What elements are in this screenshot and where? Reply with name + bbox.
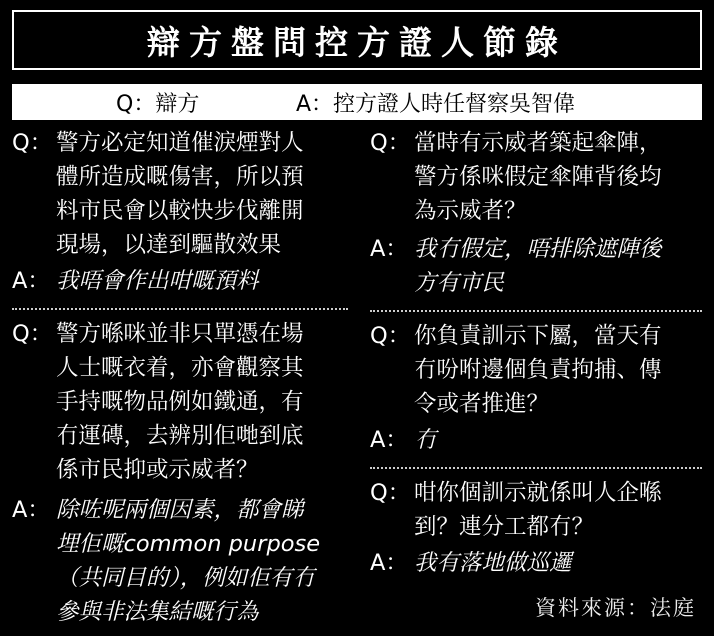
source-credit: 資料來源：法庭 (535, 596, 696, 620)
question-block (370, 476, 702, 544)
dotted-divider (370, 310, 702, 312)
answer-block (12, 493, 348, 629)
answer-text: 我有落地做巡邏 (414, 550, 572, 576)
q-label: Q： (370, 480, 411, 506)
answer-block (12, 264, 348, 298)
right-column (370, 126, 702, 580)
roles-bar (12, 84, 702, 120)
a-label: A： (12, 268, 50, 294)
question-text: 咁你個訓示就係叫人企喺 到？連分工都冇？ (414, 480, 662, 540)
left-column (12, 126, 348, 629)
question-text: 警方喺咪並非只單憑在場 人士嘅衣着，亦會觀察其 手持嘅物品例如鐵通，有 冇運磚，去辨別佢哋到底 係市民抑或示威者？ (56, 321, 304, 483)
question-text: 當時有示威者築起傘陣， 警方係咪假定傘陣背後均 為示威者？ (414, 130, 662, 224)
answer-block (370, 232, 702, 300)
answer-block (370, 423, 702, 457)
answer-text: 我冇假定，唔排除遮陣後 方有市民 (414, 236, 662, 296)
q-label: Q： (12, 130, 53, 156)
question-block (370, 319, 702, 421)
article-title: 辯方盤問控方證人節錄 (12, 10, 702, 70)
dotted-divider (370, 467, 702, 469)
question-text: 警方必定知道催淚煙對人 體所造成嘅傷害，所以預 料市民會以較快步伐離開 現場，以達到驅散效果 (56, 130, 304, 258)
role-witness: A：控方證人時任督察吳智偉 (296, 91, 576, 117)
role-questioner: Q：辯方 (116, 91, 200, 117)
question-block (370, 126, 702, 228)
answer-block (370, 546, 702, 580)
q-label: Q： (370, 323, 411, 349)
a-label: A： (12, 497, 50, 523)
answer-text: 冇 (414, 427, 437, 453)
answer-text: 除咗呢兩個因素，都會睇 埋佢嘅common purpose （共同目的），例如佢有冇 參與非法集結嘅行為 (56, 497, 321, 625)
q-label: Q： (12, 321, 53, 347)
question-block (12, 317, 348, 487)
question-text: 你負責訓示下屬，當天有 冇吩咐邊個負責拘捕、傳 令或者推進？ (414, 323, 662, 417)
a-label: A： (370, 550, 408, 576)
answer-text: 我唔會作出咁嘅預料 (56, 268, 259, 294)
q-label: Q： (370, 130, 411, 156)
dotted-divider (12, 308, 348, 310)
a-label: A： (370, 236, 408, 262)
question-block (12, 126, 348, 262)
a-label: A： (370, 427, 408, 453)
